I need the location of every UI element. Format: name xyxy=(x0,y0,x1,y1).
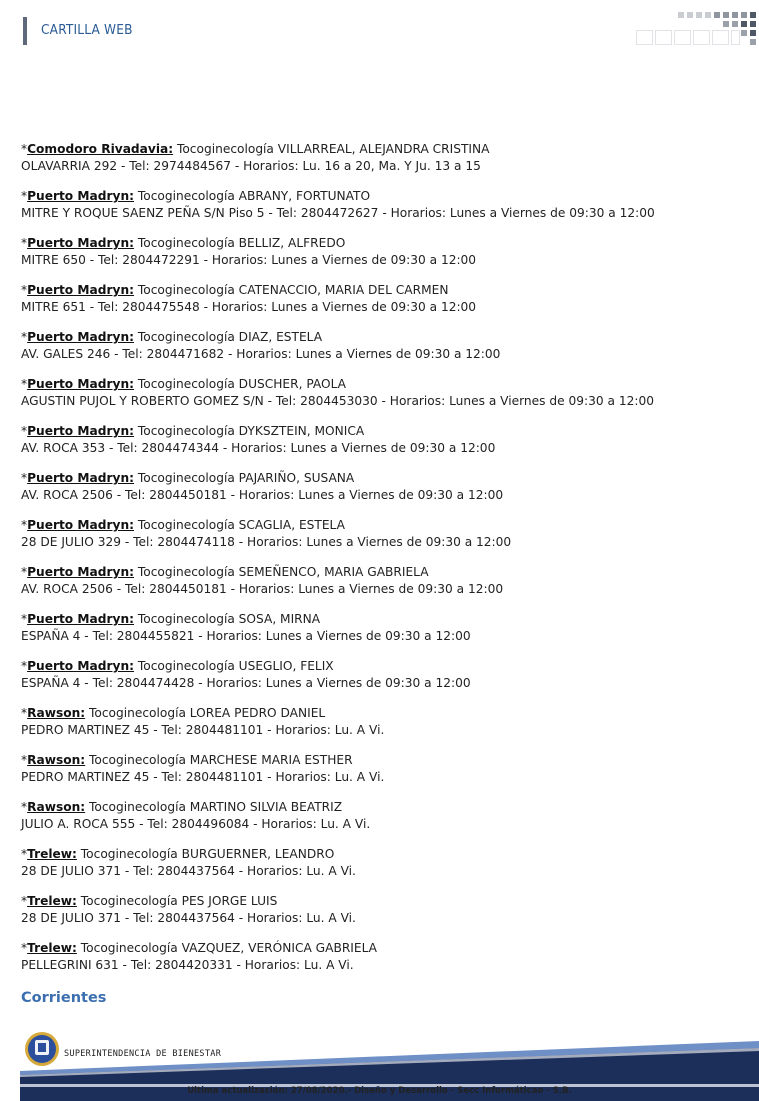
city-name: Puerto Madryn: xyxy=(27,236,135,250)
provider-name: Tocoginecología VAZQUEZ, VERÓNICA GABRIELA xyxy=(76,941,377,955)
provider-entry: *Puerto Madryn: Tocoginecología PAJARIÑO, SUSANA AV. ROCA 2506 - Tel: 2804450181 - Horarios: Lunes a Viernes de 09:30 a 12:00 xyxy=(21,471,504,502)
city-name: Puerto Madryn: xyxy=(27,330,135,344)
provider-name: Tocoginecología SEMEÑENCO, MARIA GABRIELA xyxy=(134,565,429,579)
provider-entry: *Puerto Madryn: Tocoginecología BELLIZ, ALFREDO MITRE 650 - Tel: 2804472291 - Horarios: Lunes a Viernes de 09:30 a 12:00 xyxy=(21,236,477,267)
provider-entry: *Puerto Madryn: Tocoginecología DIAZ, ESTELA AV. GALES 246 - Tel: 2804471682 - Horarios: Lunes a Viernes de 09:30 a 12:00 xyxy=(21,330,501,361)
city-name: Comodoro Rivadavia: xyxy=(27,142,174,156)
provider-detail: PELLEGRINI 631 - Tel: 2804420331 - Horarios: Lu. A Vi. xyxy=(21,958,354,972)
provider-entry: *Trelew: Tocoginecología PES JORGE LUIS 28 DE JULIO 371 - Tel: 2804437564 - Horarios: Lu. A Vi. xyxy=(21,894,356,925)
provider-detail: JULIO A. ROCA 555 - Tel: 2804496084 - Horarios: Lu. A Vi. xyxy=(21,817,371,831)
provider-name: Tocoginecología ABRANY, FORTUNATO xyxy=(134,189,371,203)
provider-detail: AV. ROCA 2506 - Tel: 2804450181 - Horarios: Lunes a Viernes de 09:30 a 12:00 xyxy=(21,488,504,502)
provider-entry: *Puerto Madryn: Tocoginecología CATENACCIO, MARIA DEL CARMEN MITRE 651 - Tel: 2804475548 - Horarios: Lunes a Viernes de 09:30 a 12:00 xyxy=(21,283,477,314)
provider-name: Tocoginecología VILLARREAL, ALEJANDRA CRISTINA xyxy=(173,142,490,156)
city-name: Puerto Madryn: xyxy=(27,189,135,203)
provider-entry: *Trelew: Tocoginecología BURGUERNER, LEANDRO 28 DE JULIO 371 - Tel: 2804437564 - Horarios: Lu. A Vi. xyxy=(21,847,356,878)
provider-detail: ESPAÑA 4 - Tel: 2804474428 - Horarios: Lunes a Viernes de 09:30 a 12:00 xyxy=(21,676,471,690)
provider-entry: *Puerto Madryn: Tocoginecología SEMEÑENCO, MARIA GABRIELA AV. ROCA 2506 - Tel: 2804450181 - Horarios: Lunes a Viernes de 09:30 a 12:00 xyxy=(21,565,504,596)
provider-detail: ESPAÑA 4 - Tel: 2804455821 - Horarios: Lunes a Viernes de 09:30 a 12:00 xyxy=(21,629,471,643)
footer-update-text: Ultima actualización: 27/08/2020.- Diseño y Desarrollo - Secc Informáticao - S.B. xyxy=(187,1086,572,1096)
city-name: Puerto Madryn: xyxy=(27,283,135,297)
city-name: Rawson: xyxy=(27,753,86,767)
provider-detail: MITRE Y ROQUE SAENZ PEÑA S/N Piso 5 - Tel: 2804472627 - Horarios: Lunes a Viernes de 09:30 a 12:00 xyxy=(21,206,655,220)
organization-name: SUPERINTENDENCIA DE BIENESTAR xyxy=(64,1049,222,1059)
city-name: Puerto Madryn: xyxy=(27,659,135,673)
city-name: Rawson: xyxy=(27,706,86,720)
header-accent-bar xyxy=(23,17,27,45)
provider-list xyxy=(21,141,751,987)
provider-detail: AV. GALES 246 - Tel: 2804471682 - Horarios: Lunes a Viernes de 09:30 a 12:00 xyxy=(21,347,501,361)
city-name: Trelew: xyxy=(27,847,77,861)
header-pixel-decoration xyxy=(634,10,759,48)
city-name: Puerto Madryn: xyxy=(27,612,135,626)
provider-name: Tocoginecología PES JORGE LUIS xyxy=(76,894,278,908)
provider-detail: AGUSTIN PUJOL Y ROBERTO GOMEZ S/N - Tel: 2804453030 - Horarios: Lunes a Viernes de 09:30 a 12:00 xyxy=(21,394,654,408)
provider-name: Tocoginecología DUSCHER, PAOLA xyxy=(134,377,347,391)
section-heading-corrientes: Corrientes xyxy=(21,990,107,1006)
provider-detail: MITRE 651 - Tel: 2804475548 - Horarios: Lunes a Viernes de 09:30 a 12:00 xyxy=(21,300,477,314)
provider-detail: 28 DE JULIO 329 - Tel: 2804474118 - Horarios: Lunes a Viernes de 09:30 a 12:00 xyxy=(21,535,512,549)
provider-entry: *Puerto Madryn: Tocoginecología ABRANY, FORTUNATO MITRE Y ROQUE SAENZ PEÑA S/N Piso 5 - Tel: 2804472627 - Horarios: Lunes a Viernes de 09:30 a 12:00 xyxy=(21,189,655,220)
provider-entry: *Puerto Madryn: Tocoginecología DYKSZTEIN, MONICA AV. ROCA 353 - Tel: 2804474344 - Horarios: Lunes a Viernes de 09:30 a 12:00 xyxy=(21,424,496,455)
city-name: Puerto Madryn: xyxy=(27,471,135,485)
city-name: Trelew: xyxy=(27,894,77,908)
provider-name: Tocoginecología MARTINO SILVIA BEATRIZ xyxy=(85,800,343,814)
provider-name: Tocoginecología PAJARIÑO, SUSANA xyxy=(134,471,355,485)
provider-name: Tocoginecología DIAZ, ESTELA xyxy=(134,330,323,344)
city-name: Rawson: xyxy=(27,800,86,814)
provider-entry: *Puerto Madryn: Tocoginecología USEGLIO, FELIX ESPAÑA 4 - Tel: 2804474428 - Horarios: Lunes a Viernes de 09:30 a 12:00 xyxy=(21,659,471,690)
provider-name: Tocoginecología CATENACCIO, MARIA DEL CARMEN xyxy=(134,283,449,297)
provider-entry: *Rawson: Tocoginecología LOREA PEDRO DANIEL PEDRO MARTINEZ 45 - Tel: 2804481101 - Horarios: Lu. A Vi. xyxy=(21,706,385,737)
city-name: Puerto Madryn: xyxy=(27,565,135,579)
provider-name: Tocoginecología BELLIZ, ALFREDO xyxy=(134,236,346,250)
provider-detail: AV. ROCA 353 - Tel: 2804474344 - Horarios: Lunes a Viernes de 09:30 a 12:00 xyxy=(21,441,496,455)
provider-name: Tocoginecología DYKSZTEIN, MONICA xyxy=(134,424,365,438)
city-name: Puerto Madryn: xyxy=(27,518,135,532)
provider-entry: *Comodoro Rivadavia: Tocoginecología VILLARREAL, ALEJANDRA CRISTINA OLAVARRIA 292 - Tel: 2974484567 - Horarios: Lu. 16 a 20, Ma. Y Ju. 13 a 15 xyxy=(21,142,490,173)
provider-detail: MITRE 650 - Tel: 2804472291 - Horarios: Lunes a Viernes de 09:30 a 12:00 xyxy=(21,253,477,267)
organization-logo-icon xyxy=(25,1032,59,1066)
provider-entry: *Rawson: Tocoginecología MARTINO SILVIA BEATRIZ JULIO A. ROCA 555 - Tel: 2804496084 - Horarios: Lu. A Vi. xyxy=(21,800,371,831)
provider-detail: 28 DE JULIO 371 - Tel: 2804437564 - Horarios: Lu. A Vi. xyxy=(21,911,356,925)
city-name: Trelew: xyxy=(27,941,77,955)
provider-name: Tocoginecología SCAGLIA, ESTELA xyxy=(134,518,345,532)
provider-entry: *Rawson: Tocoginecología MARCHESE MARIA ESTHER PEDRO MARTINEZ 45 - Tel: 2804481101 - Horarios: Lu. A Vi. xyxy=(21,753,385,784)
provider-entry: *Trelew: Tocoginecología VAZQUEZ, VERÓNICA GABRIELA PELLEGRINI 631 - Tel: 2804420331 - Horarios: Lu. A Vi. xyxy=(21,941,377,972)
provider-name: Tocoginecología LOREA PEDRO DANIEL xyxy=(85,706,326,720)
city-name: Puerto Madryn: xyxy=(27,424,135,438)
provider-name: Tocoginecología BURGUERNER, LEANDRO xyxy=(76,847,335,861)
page-title: CARTILLA WEB xyxy=(41,22,133,38)
provider-entry: *Puerto Madryn: Tocoginecología SCAGLIA, ESTELA 28 DE JULIO 329 - Tel: 2804474118 - Horarios: Lunes a Viernes de 09:30 a 12:00 xyxy=(21,518,512,549)
provider-entry: *Puerto Madryn: Tocoginecología DUSCHER, PAOLA AGUSTIN PUJOL Y ROBERTO GOMEZ S/N - Tel: 2804453030 - Horarios: Lunes a Viernes de 09:30 a 12:00 xyxy=(21,377,654,408)
city-name: Puerto Madryn: xyxy=(27,377,135,391)
provider-entry: *Puerto Madryn: Tocoginecología SOSA, MIRNA ESPAÑA 4 - Tel: 2804455821 - Horarios: Lunes a Viernes de 09:30 a 12:00 xyxy=(21,612,471,643)
provider-detail: AV. ROCA 2506 - Tel: 2804450181 - Horarios: Lunes a Viernes de 09:30 a 12:00 xyxy=(21,582,504,596)
provider-name: Tocoginecología SOSA, MIRNA xyxy=(134,612,321,626)
provider-detail: 28 DE JULIO 371 - Tel: 2804437564 - Horarios: Lu. A Vi. xyxy=(21,864,356,878)
provider-name: Tocoginecología USEGLIO, FELIX xyxy=(134,659,334,673)
provider-detail: PEDRO MARTINEZ 45 - Tel: 2804481101 - Horarios: Lu. A Vi. xyxy=(21,770,385,784)
provider-detail: OLAVARRIA 292 - Tel: 2974484567 - Horarios: Lu. 16 a 20, Ma. Y Ju. 13 a 15 xyxy=(21,159,481,173)
provider-detail: PEDRO MARTINEZ 45 - Tel: 2804481101 - Horarios: Lu. A Vi. xyxy=(21,723,385,737)
provider-name: Tocoginecología MARCHESE MARIA ESTHER xyxy=(85,753,353,767)
page-header xyxy=(0,0,759,60)
